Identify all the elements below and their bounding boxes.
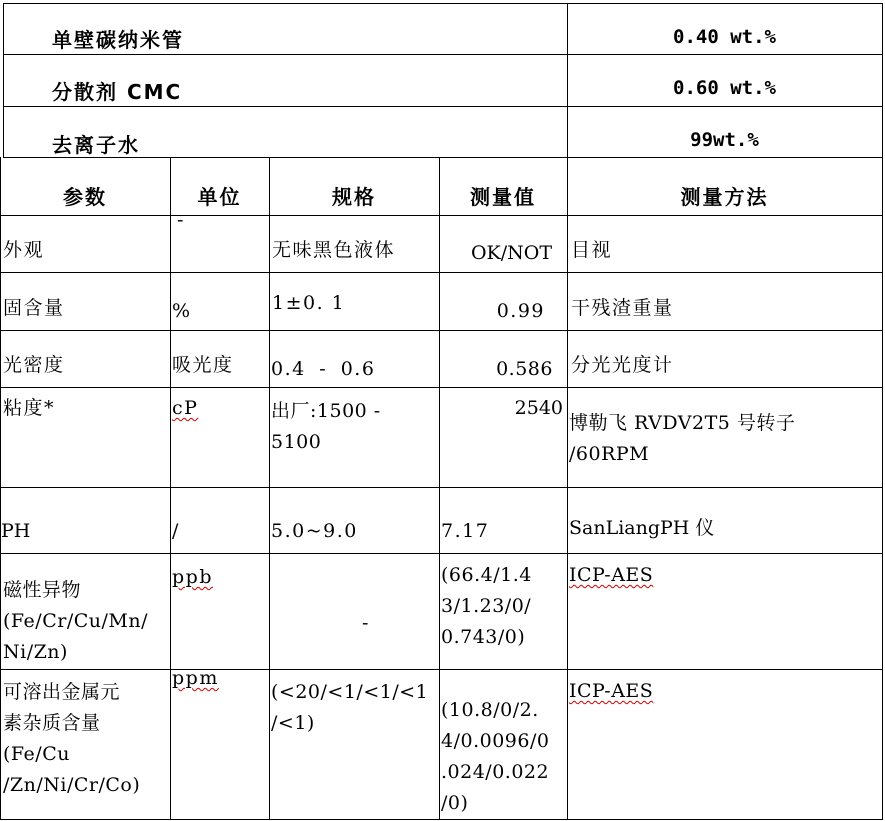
- row-soluble-metals-measured: (10.8/0/2. 4/0.0096/0 .024/0.022 /0): [441, 699, 550, 814]
- composition-value-2: 0.60 wt.%: [673, 77, 776, 99]
- row-soluble-metals-method: ICP-AES: [569, 680, 654, 702]
- row-ph-measured: 7.17: [441, 520, 490, 542]
- row-solids-measured: 0.99: [496, 300, 545, 322]
- row-solids-param: 固含量: [3, 297, 65, 319]
- header-param: 参数: [63, 185, 107, 209]
- row-ph-spec: 5.0~9.0: [271, 520, 358, 542]
- row-soluble-metals-spec: (<20/<1/<1/<1 /<1): [271, 681, 429, 734]
- row-od-param: 光密度: [3, 354, 65, 376]
- row-viscosity-unit: cP: [172, 397, 199, 419]
- row-soluble-metals-param: 可溶出金属元 素杂质含量 (Fe/Cu /Zn/Ni/Cr/Co): [3, 681, 141, 796]
- row-od-spec: 0.4 - 0.6: [271, 358, 376, 380]
- row-solids-unit: %: [172, 300, 192, 322]
- row-solids-method: 干残渣重量: [571, 297, 674, 319]
- row-appearance-spec: 无味黑色液体: [272, 239, 396, 261]
- header-unit: 单位: [197, 185, 242, 209]
- composition-name-2: 分散剂 CMC: [52, 80, 183, 104]
- row-magnetic-measured: (66.4/1.4 3/1.23/0/ 0.743/0): [441, 564, 532, 648]
- row-magnetic-method: ICP-AES: [569, 564, 654, 586]
- composition-name-1: 单壁碳纳米管: [52, 28, 184, 52]
- row-magnetic-spec: -: [362, 612, 370, 634]
- row-od-unit: 吸光度: [172, 354, 234, 376]
- row-viscosity-measured: 2540: [514, 397, 563, 419]
- row-soluble-metals-unit: ppm: [172, 667, 219, 689]
- row-magnetic-param: 磁性异物 (Fe/Cr/Cu/Mn/ Ni/Zn): [3, 579, 148, 663]
- row-appearance-method: 目视: [571, 239, 613, 261]
- header-measured: 测量值: [470, 185, 536, 209]
- row-od-measured: 0.586: [496, 358, 553, 380]
- row-appearance-measured: OK/NOT: [470, 242, 552, 264]
- header-spec: 规格: [332, 185, 376, 209]
- row-appearance-param: 外观: [3, 239, 45, 261]
- row-viscosity-spec: 出厂:1500 - 5100: [271, 400, 381, 453]
- row-ph-unit: /: [172, 520, 180, 542]
- header-method: 测量方法: [680, 185, 769, 209]
- row-viscosity-method: 博勒飞 RVDV2T5 号转子 /60RPM: [569, 412, 796, 465]
- composition-value-1: 0.40 wt.%: [673, 26, 776, 48]
- row-ph-param: PH: [1, 520, 31, 542]
- row-solids-spec: 1±0. 1: [272, 292, 346, 314]
- row-viscosity-param: 粘度*: [3, 397, 56, 419]
- composition-name-3: 去离子水: [52, 133, 140, 157]
- row-ph-method: SanLiangPH 仪: [569, 517, 715, 539]
- row-od-method: 分光光度计: [571, 354, 674, 376]
- row-appearance-unit: -: [177, 209, 185, 231]
- composition-value-3: 99wt.%: [690, 129, 759, 151]
- row-magnetic-unit: ppb: [172, 566, 213, 588]
